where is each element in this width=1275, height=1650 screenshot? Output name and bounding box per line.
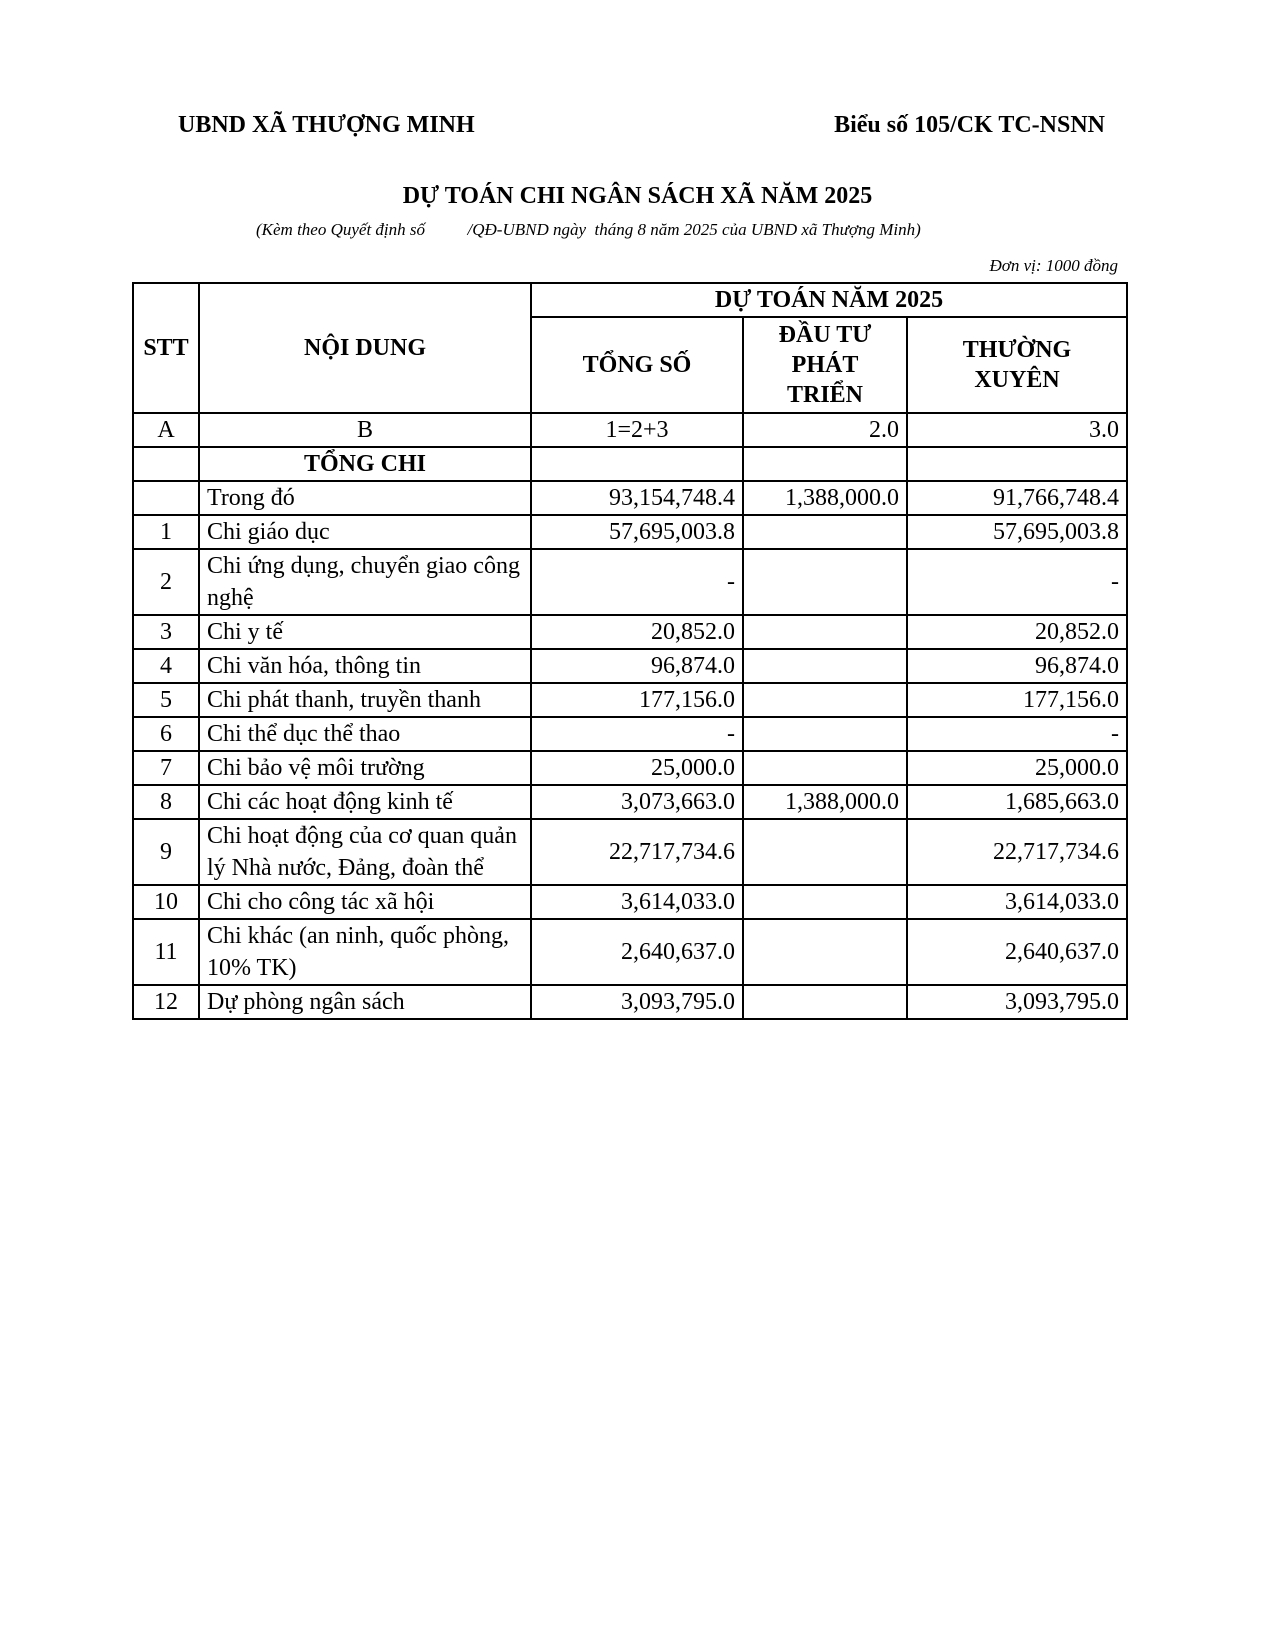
content-cell: Chi ứng dụng, chuyển giao công nghệ xyxy=(199,549,531,615)
index-cell: A xyxy=(133,413,199,447)
stt-cell: 4 xyxy=(133,649,199,683)
content-cell: Trong đó xyxy=(199,481,531,515)
total-cell: 3,073,663.0 xyxy=(531,785,743,819)
investment-cell: 1,388,000.0 xyxy=(743,481,907,515)
investment-cell xyxy=(743,919,907,985)
content-cell: Chi cho công tác xã hội xyxy=(199,885,531,919)
table-row xyxy=(133,919,1127,985)
table-row xyxy=(133,751,1127,785)
total-cell: 22,717,734.6 xyxy=(531,819,743,885)
header-regular: THƯỜNG XUYÊN xyxy=(907,317,1127,413)
regular-cell: 22,717,734.6 xyxy=(907,819,1127,885)
header-investment: ĐẦU TƯ PHÁT TRIỂN xyxy=(743,317,907,413)
total-cell: 177,156.0 xyxy=(531,683,743,717)
table-row xyxy=(133,481,1127,515)
regular-cell: 2,640,637.0 xyxy=(907,919,1127,985)
total-cell: - xyxy=(531,717,743,751)
content-cell: Chi phát thanh, truyền thanh xyxy=(199,683,531,717)
investment-cell xyxy=(743,683,907,717)
content-cell: Chi hoạt động của cơ quan quản lý Nhà nước, Đảng, đoàn thể xyxy=(199,819,531,885)
table-row xyxy=(133,717,1127,751)
document-title: DỰ TOÁN CHI NGÂN SÁCH XÃ NĂM 2025 xyxy=(402,183,873,209)
regular-cell: 3,614,033.0 xyxy=(907,885,1127,919)
total-empty-cell xyxy=(907,447,1127,481)
regular-cell: 177,156.0 xyxy=(907,683,1127,717)
content-cell: Chi giáo dục xyxy=(199,515,531,549)
header-total: TỔNG SỐ xyxy=(531,317,743,413)
table-row xyxy=(133,683,1127,717)
document-subtitle: (Kèm theo Quyết định số /QĐ-UBND ngày tháng 8 năm 2025 của UBND xã Thượng Minh) xyxy=(256,220,921,239)
investment-cell xyxy=(743,615,907,649)
index-cell: 3.0 xyxy=(907,413,1127,447)
investment-cell: 1,388,000.0 xyxy=(743,785,907,819)
index-row xyxy=(133,413,1127,447)
total-cell: 93,154,748.4 xyxy=(531,481,743,515)
table-row xyxy=(133,985,1127,1019)
investment-cell xyxy=(743,515,907,549)
regular-cell: 57,695,003.8 xyxy=(907,515,1127,549)
investment-cell xyxy=(743,717,907,751)
stt-cell: 5 xyxy=(133,683,199,717)
investment-cell xyxy=(743,819,907,885)
total-empty-cell xyxy=(531,447,743,481)
regular-cell: 20,852.0 xyxy=(907,615,1127,649)
content-cell: Chi các hoạt động kinh tế xyxy=(199,785,531,819)
regular-cell: - xyxy=(907,717,1127,751)
form-code: Biểu số 105/CK TC-NSNN xyxy=(834,112,1105,138)
budget-table xyxy=(132,282,1128,1020)
regular-cell: - xyxy=(907,549,1127,615)
table-row xyxy=(133,549,1127,615)
total-stt-cell xyxy=(133,447,199,481)
table-row xyxy=(133,885,1127,919)
investment-cell xyxy=(743,885,907,919)
stt-cell: 7 xyxy=(133,751,199,785)
total-cell: 25,000.0 xyxy=(531,751,743,785)
content-cell: Chi khác (an ninh, quốc phòng, 10% TK) xyxy=(199,919,531,985)
stt-cell: 11 xyxy=(133,919,199,985)
stt-cell: 1 xyxy=(133,515,199,549)
table-row xyxy=(133,819,1127,885)
investment-cell xyxy=(743,751,907,785)
total-cell: 20,852.0 xyxy=(531,615,743,649)
organization-name: UBND XÃ THƯỢNG MINH xyxy=(178,112,475,138)
investment-cell xyxy=(743,549,907,615)
regular-cell: 25,000.0 xyxy=(907,751,1127,785)
total-cell: - xyxy=(531,549,743,615)
content-cell: Chi y tế xyxy=(199,615,531,649)
table-row xyxy=(133,785,1127,819)
stt-cell: 3 xyxy=(133,615,199,649)
header-budget-group: DỰ TOÁN NĂM 2025 xyxy=(531,283,1127,317)
index-cell: B xyxy=(199,413,531,447)
total-empty-cell xyxy=(743,447,907,481)
total-cell: 96,874.0 xyxy=(531,649,743,683)
header-stt: STT xyxy=(133,283,199,413)
total-cell: 3,093,795.0 xyxy=(531,985,743,1019)
stt-cell: 10 xyxy=(133,885,199,919)
content-cell: Dự phòng ngân sách xyxy=(199,985,531,1019)
table-row xyxy=(133,615,1127,649)
table-row xyxy=(133,649,1127,683)
regular-cell: 96,874.0 xyxy=(907,649,1127,683)
total-cell: 3,614,033.0 xyxy=(531,885,743,919)
stt-cell xyxy=(133,481,199,515)
table-row xyxy=(133,515,1127,549)
total-label: TỔNG CHI xyxy=(199,447,531,481)
regular-cell: 3,093,795.0 xyxy=(907,985,1127,1019)
total-cell: 57,695,003.8 xyxy=(531,515,743,549)
investment-cell xyxy=(743,985,907,1019)
stt-cell: 12 xyxy=(133,985,199,1019)
stt-cell: 9 xyxy=(133,819,199,885)
stt-cell: 8 xyxy=(133,785,199,819)
total-cell: 2,640,637.0 xyxy=(531,919,743,985)
stt-cell: 6 xyxy=(133,717,199,751)
investment-cell xyxy=(743,649,907,683)
stt-cell: 2 xyxy=(133,549,199,615)
content-cell: Chi văn hóa, thông tin xyxy=(199,649,531,683)
total-row xyxy=(133,447,1127,481)
regular-cell: 91,766,748.4 xyxy=(907,481,1127,515)
unit-label: Đơn vị: 1000 đồng xyxy=(989,256,1118,275)
content-cell: Chi thể dục thể thao xyxy=(199,717,531,751)
index-cell: 1=2+3 xyxy=(531,413,743,447)
content-cell: Chi bảo vệ môi trường xyxy=(199,751,531,785)
regular-cell: 1,685,663.0 xyxy=(907,785,1127,819)
header-content: NỘI DUNG xyxy=(199,283,531,413)
index-cell: 2.0 xyxy=(743,413,907,447)
